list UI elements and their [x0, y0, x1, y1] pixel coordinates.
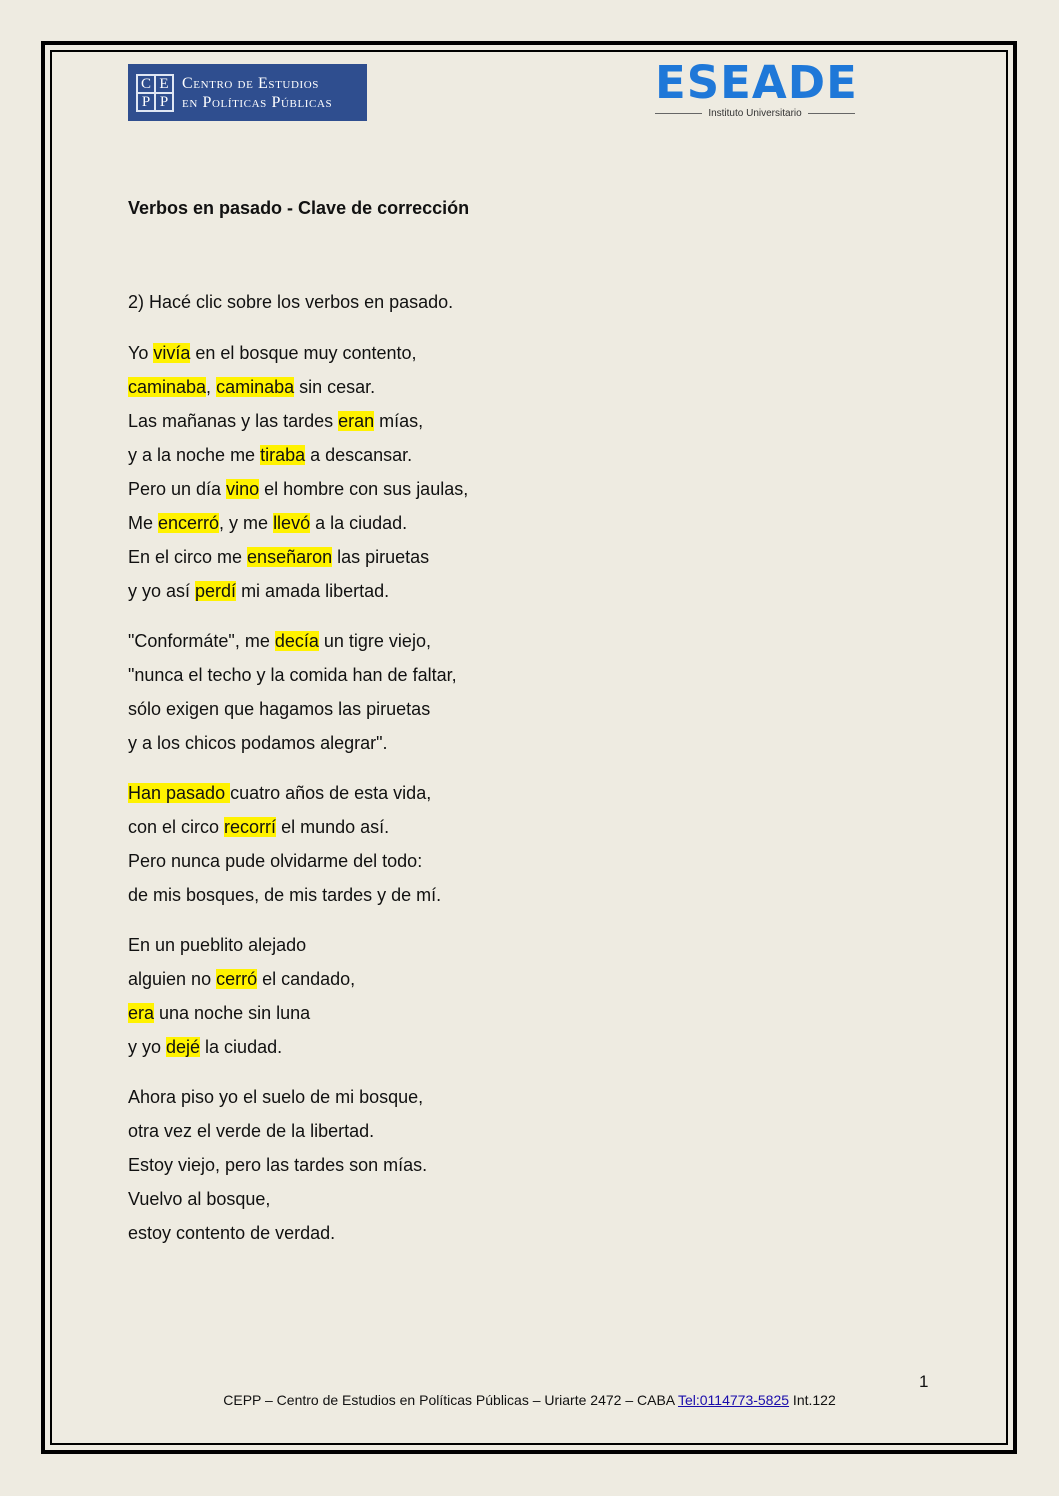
cepp-logo-letter: P [155, 93, 173, 111]
poem-text: alguien no [128, 969, 217, 989]
poem [128, 341, 828, 1271]
poem-line [128, 629, 828, 663]
poem-line [128, 1221, 828, 1255]
poem-line [128, 815, 828, 849]
poem-text: mi amada libertad. [236, 581, 390, 601]
page-number: 1 [919, 1372, 929, 1391]
poem-text: y yo [128, 1037, 167, 1057]
past-verb-highlight[interactable]: enseñaron [247, 547, 333, 567]
past-verb-highlight[interactable]: Han pasado [128, 783, 231, 803]
poem-line [128, 1001, 828, 1035]
cepp-logo-text [182, 74, 332, 112]
poem-text: Estoy viejo, pero las tardes son mías. [128, 1155, 428, 1175]
divider [808, 113, 855, 114]
poem-text: y yo así [128, 581, 196, 601]
poem-line [128, 1153, 828, 1187]
poem-text: Pero un día [128, 479, 227, 499]
poem-line [128, 1119, 828, 1153]
past-verb-highlight[interactable]: era [128, 1003, 155, 1023]
past-verb-highlight[interactable]: caminaba [128, 377, 207, 397]
cepp-logo-line2: en Políticas Públicas [182, 93, 333, 111]
poem-line [128, 1085, 828, 1119]
poem-text: , y me [219, 513, 274, 533]
poem-text: , [206, 377, 217, 397]
poem-text: de mis bosques, de mis tardes y de mí. [128, 885, 442, 905]
cepp-logo-line1: Centro de Estudios [182, 74, 320, 92]
poem-text: una noche sin luna [154, 1003, 311, 1023]
past-verb-highlight[interactable]: llevó [273, 513, 311, 533]
poem-text: En un pueblito alejado [128, 935, 307, 955]
past-verb-highlight[interactable]: decía [274, 631, 319, 651]
poem-stanza [128, 1085, 828, 1255]
poem-line [128, 967, 828, 1001]
poem-text: "nunca el techo y la comida han de faltar, [128, 665, 457, 685]
past-verb-highlight[interactable]: perdí [195, 581, 237, 601]
poem-text: Pero nunca pude olvidarme del todo: [128, 851, 423, 871]
poem-text: sin cesar. [294, 377, 376, 397]
poem-line [128, 579, 828, 613]
poem-text: el hombre con sus jaulas, [259, 479, 469, 499]
poem-text: un tigre viejo, [318, 631, 431, 651]
poem-line [128, 477, 828, 511]
poem-text: las piruetas [332, 547, 430, 567]
poem-line [128, 511, 828, 545]
poem-text: sólo exigen que hagamos las piruetas [128, 699, 431, 719]
poem-stanza [128, 933, 828, 1069]
past-verb-highlight[interactable]: eran [338, 411, 375, 431]
poem-text: el candado, [257, 969, 356, 989]
footer-address: CEPP – Centro de Estudios en Políticas Públicas – Uriarte 2472 – CABA [223, 1392, 678, 1408]
divider [655, 113, 702, 114]
cepp-logo-letter: P [137, 93, 155, 111]
footer-phone-link[interactable]: Tel:0114773-5825 [677, 1392, 790, 1408]
poem-text: y a los chicos podamos alegrar". [128, 733, 388, 753]
past-verb-highlight[interactable]: tiraba [260, 445, 306, 465]
poem-text: a descansar. [305, 445, 413, 465]
cepp-logo-mark [136, 74, 174, 112]
poem-line [128, 341, 828, 375]
poem-line [128, 375, 828, 409]
cepp-logo [128, 64, 367, 121]
eseade-logo-subtitle-row [655, 108, 855, 119]
poem-text: Las mañanas y las tardes [128, 411, 339, 431]
past-verb-highlight[interactable]: dejé [166, 1037, 201, 1057]
poem-line [128, 443, 828, 477]
poem-text: En el circo me [128, 547, 248, 567]
cepp-logo-letter: C [137, 75, 155, 93]
poem-text: Ahora piso yo el suelo de mi bosque, [128, 1087, 424, 1107]
poem-text: el mundo así. [276, 817, 390, 837]
cepp-logo-letter: E [155, 75, 173, 93]
poem-text: cuatro años de esta vida, [230, 783, 432, 803]
past-verb-highlight[interactable]: caminaba [216, 377, 295, 397]
exercise-instruction: 2) Hacé clic sobre los verbos en pasado. [128, 292, 454, 312]
past-verb-highlight[interactable]: encerró [158, 513, 220, 533]
poem-line [128, 1035, 828, 1069]
poem-stanza [128, 781, 828, 917]
poem-text: mías, [374, 411, 424, 431]
eseade-logo-name: ESEADE [655, 56, 858, 109]
poem-line [128, 409, 828, 443]
past-verb-highlight[interactable]: recorrí [224, 817, 277, 837]
poem-text: Me [128, 513, 159, 533]
footer [0, 1392, 1059, 1408]
poem-text: a la ciudad. [310, 513, 408, 533]
footer-extension: Int.122 [789, 1392, 836, 1408]
poem-line [128, 663, 828, 697]
past-verb-highlight[interactable]: cerró [216, 969, 258, 989]
poem-text: estoy contento de verdad. [128, 1223, 336, 1243]
poem-text: la ciudad. [200, 1037, 283, 1057]
poem-line [128, 1187, 828, 1221]
poem-stanza [128, 341, 828, 613]
poem-stanza [128, 629, 828, 765]
poem-line [128, 545, 828, 579]
past-verb-highlight[interactable]: vivía [153, 343, 191, 363]
document-title: Verbos en pasado - Clave de corrección [128, 198, 470, 218]
poem-text: en el bosque muy contento, [190, 343, 417, 363]
past-verb-highlight[interactable]: vino [226, 479, 260, 499]
poem-line [128, 781, 828, 815]
poem-line [128, 849, 828, 883]
eseade-logo-subtitle: Instituto Universitario [708, 108, 802, 119]
eseade-logo [655, 56, 858, 124]
poem-line [128, 883, 828, 917]
poem-line [128, 933, 828, 967]
poem-text: "Conformáte", me [128, 631, 275, 651]
poem-text: Yo [128, 343, 154, 363]
poem-line [128, 697, 828, 731]
poem-text: Vuelvo al bosque, [128, 1189, 271, 1209]
poem-line [128, 731, 828, 765]
poem-text: otra vez el verde de la libertad. [128, 1121, 375, 1141]
poem-text: y a la noche me [128, 445, 261, 465]
poem-text: con el circo [128, 817, 225, 837]
